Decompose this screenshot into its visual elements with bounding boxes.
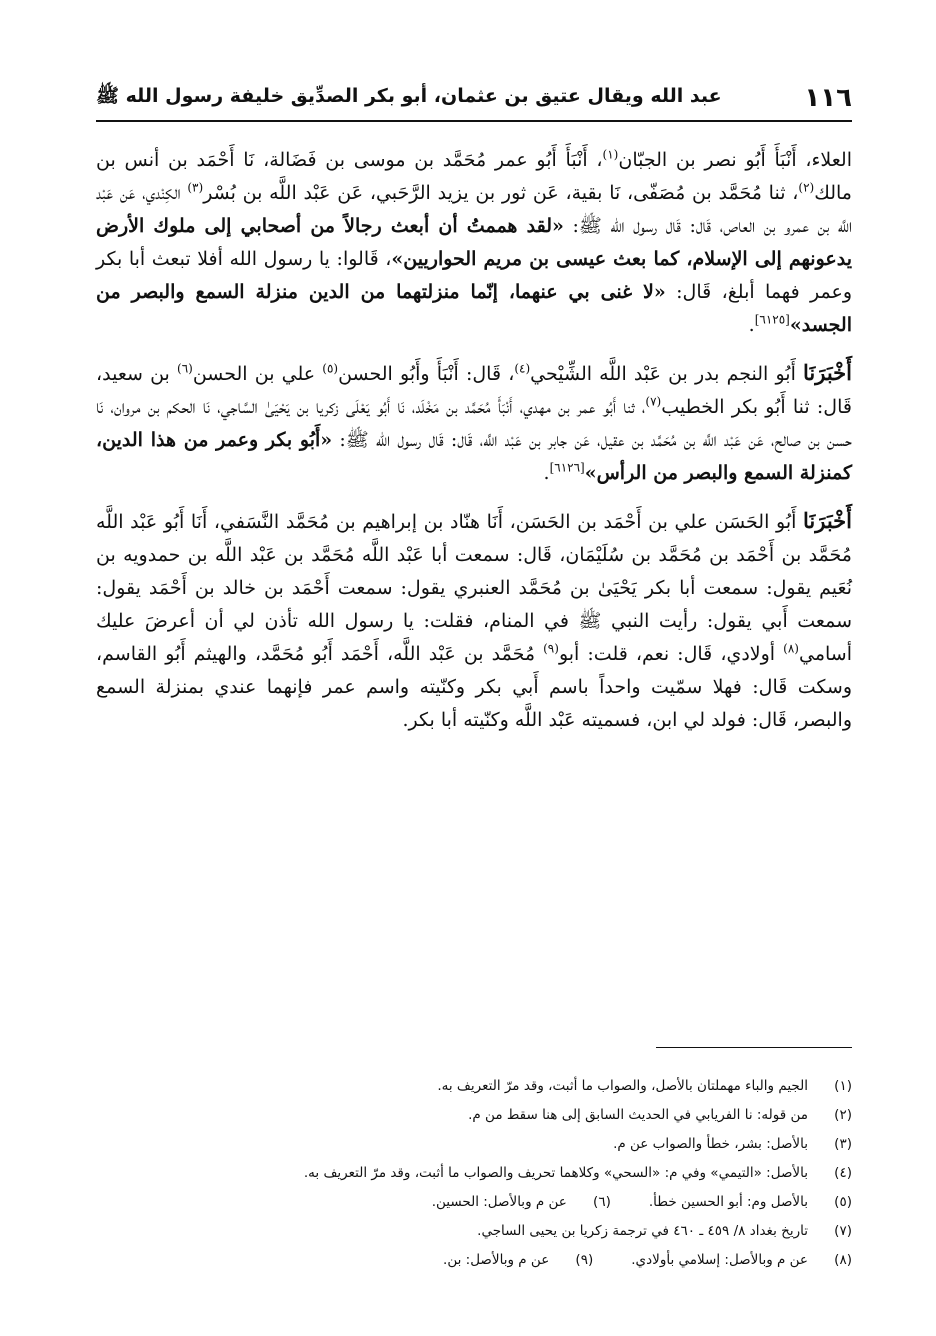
text-run: ، قَالوا: يا رسول الله أفلا تبعث أبا بكر وعمر فهما أبلغ، قَال:	[96, 248, 852, 303]
footnote-line	[96, 1217, 852, 1246]
footnote	[432, 1188, 611, 1217]
footnote-text: الجيم والباء مهملتان بالأصل، والصواب ما أثبت، وقد مرّ التعريف به.	[437, 1078, 808, 1094]
footnote-line	[96, 1101, 852, 1130]
paragraph-3	[96, 504, 852, 737]
text-run: أَبُو النجم بدر بن عَبْد اللَّه الشِّيْحي	[530, 363, 804, 385]
footnote-ref: (٣)	[187, 180, 204, 195]
footnote-number: (٤)	[834, 1165, 852, 1181]
footnote	[477, 1217, 852, 1246]
footnote-ref: (٩)	[543, 641, 559, 656]
footnote-ref: (٦)	[177, 361, 193, 376]
footnote-number: (٨)	[834, 1252, 852, 1268]
footnote-text: عن م وبالأصل: الحسين.	[431, 1194, 567, 1210]
hadith-number: [٦١٢٦]	[549, 460, 585, 475]
hadith-quote: «أَبُو بكر وعمر من هذا الدين، كمنزلة السمع والبصر من الرأس»	[96, 429, 852, 484]
footnote-text: تاريخ بغداد ٨/ ٤٥٩ ـ ٤٦٠ في ترجمة زكريا بن يحيى الساجي.	[477, 1223, 808, 1239]
footnote	[443, 1246, 593, 1275]
footnote-text: بالأصل: بشر، خطأ والصواب عن م.	[613, 1136, 808, 1152]
hadith-number: [٦١٢٥]	[754, 312, 790, 327]
footnote-text: بالأصل: «التيمي» وفي م: «السحي» وكلاهما تحريف والصواب ما أثبت، وقد مرّ التعريف به.	[303, 1165, 808, 1181]
footnote-ref: (٤)	[514, 361, 531, 376]
footnote-number: (٣)	[834, 1136, 852, 1152]
paragraph-2	[96, 356, 852, 490]
footnote-line	[96, 1159, 852, 1188]
paragraph-lead: أَخْبَرَنَا	[803, 360, 852, 385]
footnote-line	[96, 1188, 852, 1217]
footnote-number: (٥)	[834, 1194, 852, 1210]
footnote-number: (١)	[834, 1078, 852, 1094]
footnote-number: (٧)	[834, 1223, 852, 1239]
text-run: بن سعيد، قَال: ثنا أَبُو بكر الخطيب	[96, 363, 852, 418]
hadith-quote: «لقد هممتُ أن أبعث رجالاً من أصحابي إلى ملوك الأرض يدعونهم إلى الإسلام، كما بعث عيسى بن مريم الحواريين»	[96, 215, 852, 270]
text-run: ، ثنا أَبُو عمر بن مهدي، أَنْبَأَ مُحَمَّد بن مَخْلَد، نَا أَبُو يَعْلَى زكريا بن يَحْيَىٰ السَّاجي، نَا الحكم بن مروان، نَا حسن بن صالح، عَن عَبْد اللَّه بن مُحَمَّد بن عقيل، عَن جابر بن عَبْد اللَّه، قَال: قَال رسول الله ﷺ:	[96, 396, 852, 451]
paragraph-1	[96, 144, 852, 342]
text-run: ، قَال: أَنْبَأَ وأَبُو الحسن	[338, 363, 515, 385]
text-run: مُحَمَّد بن عَبْد اللَّه، أَحْمَد أَبُو مُحَمَّد، والهيثم أَبُو القاسم، وسكت قَال: فهلا سمّيت واحداً باسم أَبي بكر وكنّيته واسم عمر فإنهما عندي بمنزلة السمع والبصر، قَال: فولد لي ابن، فسميته عَبْد اللَّه وكنّيته أبا بكر.	[96, 643, 852, 731]
text-run: ، ثنا مُحَمَّد بن مُصَفّى، نَا بقية، عَن ثور بن يزيد الرَّحَبي، عَن عَبْد اللَّه بن بُسْر	[203, 182, 799, 204]
footnote-ref: (٨)	[783, 641, 799, 656]
text-run: أولادي، قَال: نعم، قلت: أبو	[558, 643, 784, 665]
hadith-quote: «لا غنى بي عنهما، إنّما منزلتهما من الدين منزلة السمع والبصر من الجسد»	[96, 281, 852, 336]
footnote-text: بالأصل وم: أبو الحسين خطأ.	[648, 1194, 808, 1210]
footnote-number: (٩)	[575, 1252, 594, 1268]
text-run: الكِنْدي، عَن عَبْد اللَّه بن عمرو بن العاص، قَال: قَال رسول الله ﷺ:	[96, 182, 852, 237]
paragraph-lead: أَخْبَرَنَا	[803, 508, 852, 533]
footnote	[468, 1101, 852, 1130]
text-run: .	[543, 462, 550, 484]
footnote-number: (٦)	[593, 1194, 611, 1210]
footnote	[613, 1130, 852, 1159]
footnote-text: عن م وبالأصل: إسلامي بأولادي.	[631, 1252, 808, 1268]
footnote	[304, 1159, 852, 1188]
footnote-divider	[656, 1047, 852, 1048]
footnotes	[96, 1072, 852, 1275]
page-header	[96, 76, 852, 122]
footnote-ref: (٧)	[645, 394, 662, 409]
text-run: علي بن الحسن	[192, 363, 323, 385]
footnote-ref: (٢)	[798, 180, 815, 195]
text-run: .	[748, 314, 755, 336]
footnote-ref: (١)	[602, 147, 619, 162]
running-title: عبد الله ويقال عتيق بن عثمان، أبو بكر الصدِّيق خليفة رسول الله ﷺ	[96, 85, 722, 107]
footnote	[631, 1246, 852, 1275]
footnote	[649, 1188, 852, 1217]
footnote-text: عن م وبالأصل: بن.	[443, 1252, 550, 1268]
footnote-text: من قوله: نا الفريابي في الحديث السابق إلى هنا سقط من م.	[468, 1107, 808, 1123]
footnote-number: (٢)	[834, 1107, 852, 1123]
main-text	[96, 144, 852, 751]
text-run: ، أَنْبَأَ أَبُو عمر مُحَمَّد بن موسى بن فَضَالة، نَا أَحْمَد بن أنس بن مالك	[96, 149, 852, 204]
footnote-ref: (٥)	[322, 361, 339, 376]
page-number: ١١٦	[804, 83, 852, 113]
text-run: العلاء، أَنْبَأَ أَبُو نصر بن الجبّان	[618, 149, 852, 171]
footnote-line	[96, 1130, 852, 1159]
footnote-line	[96, 1072, 852, 1101]
footnote	[437, 1072, 852, 1101]
footnote-line	[96, 1246, 852, 1275]
text-run: أَبُو الحَسَن علي بن أَحْمَد بن الحَسَن، أَنَا هنّاد بن إبراهيم بن مُحَمَّد النَّسَفي، أَنَا أَبُو عَبْد اللَّه مُحَمَّد بن أَحْمَد بن مُحَمَّد بن سُلَيْمَان، قَال: سمعت أبا عَبْد اللَّه مُحَمَّد بن عَبْد اللَّه بن حمدويه بن نُعَيم يقول: سمعت أبا بكر يَحْيَىٰ بن مُحَمَّد العنبري يقول: سمعت أَحْمَد بن خالد بن أَحْمَد يقول: سمعت أَبي يقول: رأيت النبي ﷺ في المنام، فقلت: يا رسول الله تأذن لي أن أعرضَ عليك أسامي	[96, 511, 852, 665]
